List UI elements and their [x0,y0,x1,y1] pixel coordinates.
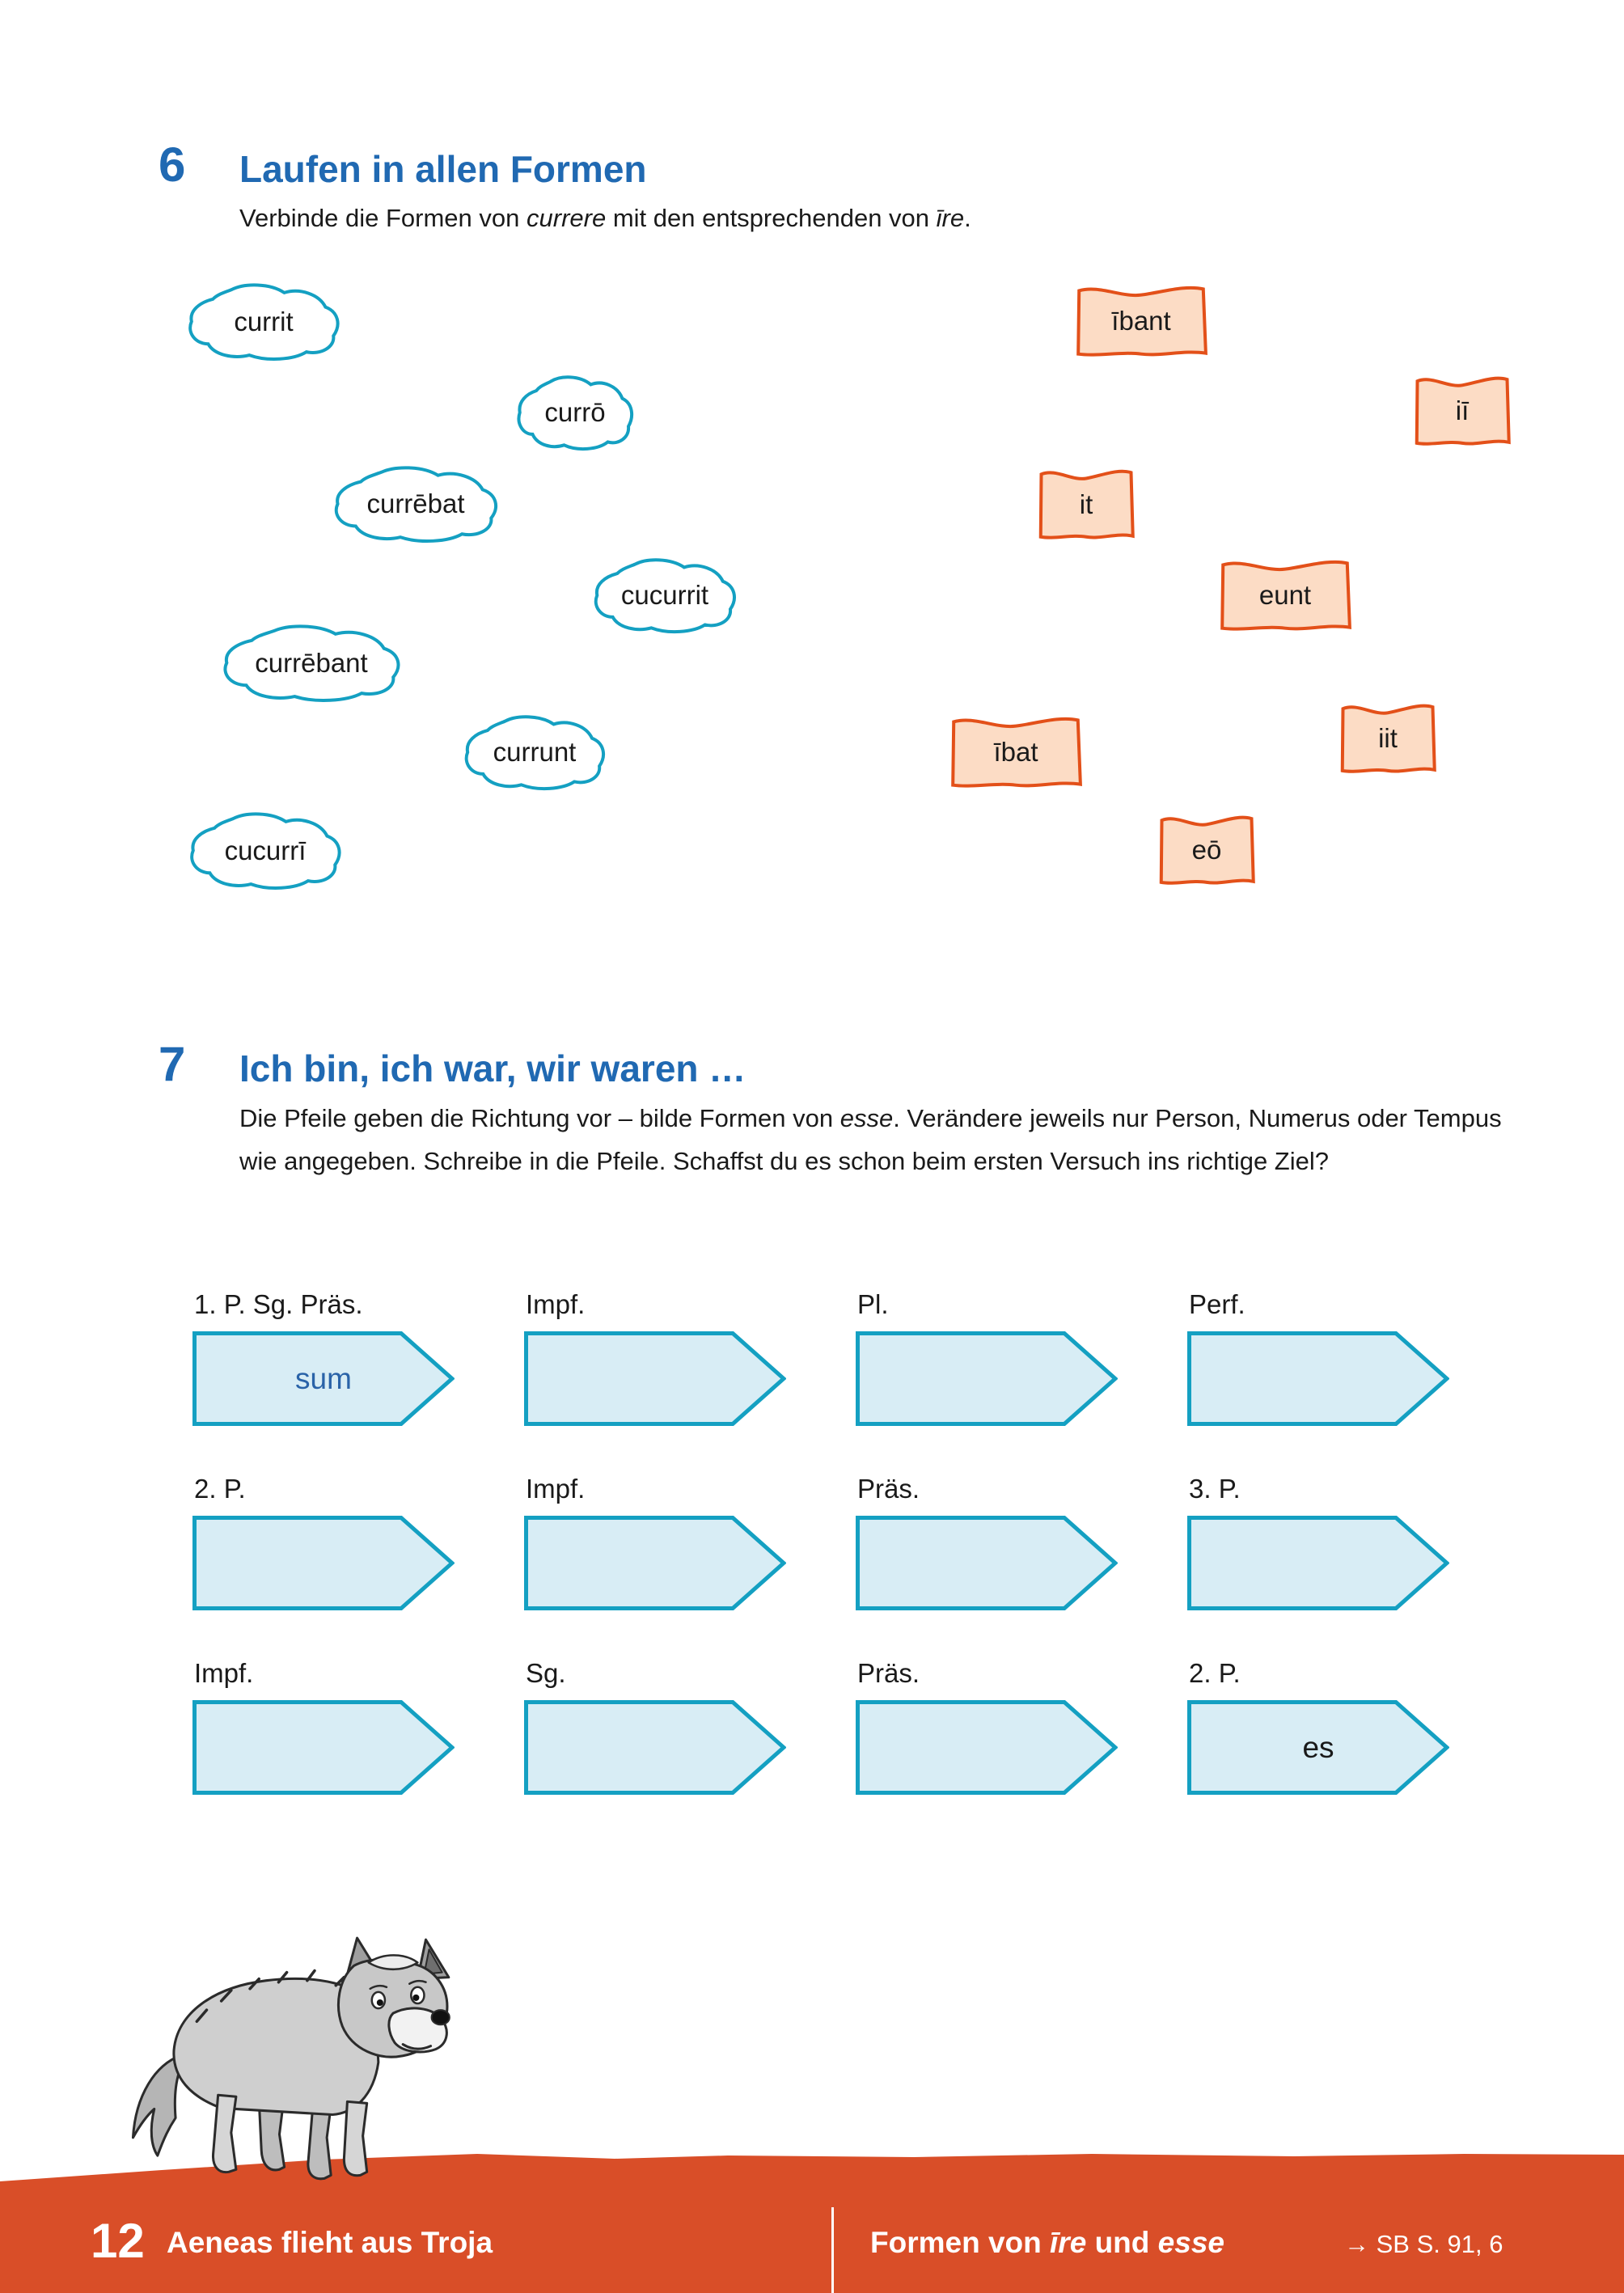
currere-cloud[interactable] [330,464,501,544]
instruction-term-ire: īre [936,204,965,232]
arrow-answer[interactable] [524,1331,786,1426]
ire-form-label: iit [1378,723,1398,753]
arrow-label: 1. P. Sg. Präs. [194,1289,363,1319]
footer-topic [870,2226,1224,2260]
ire-box[interactable] [1339,700,1436,776]
exercise7-title: Ich bin, ich war, wir waren … [239,1047,746,1089]
instruction-segment: . [964,204,971,232]
exercise7-number: 7 [159,1037,186,1091]
arrow-cell [192,1474,455,1615]
arrow-right-icon: → [1344,2230,1369,2258]
ire-form-label: eunt [1258,580,1312,610]
page-number: 12 [91,2214,145,2268]
instruction-segment: . Verändere jeweils nur Person, Numerus oder Tempus wie angegeben. Schreibe in die Pfeile. Schaffst du es schon beim ersten Versuch ins richtige Ziel? [239,1104,1502,1176]
instruction-segment: mit den entsprechenden von [606,204,937,232]
arrow-cell [192,1289,455,1431]
arrow-answer[interactable] [856,1516,1118,1610]
currere-cloud[interactable] [461,713,608,791]
instruction-term-currere: currere [527,204,607,232]
topic-term-ire: īre [1050,2226,1087,2259]
topic-term-esse: esse [1157,2226,1224,2259]
exercise7-instruction [239,1097,1529,1183]
arrow-answer[interactable]: es [1302,1730,1334,1764]
arrow-label: Präs. [857,1474,920,1504]
arrow-label: Impf. [194,1658,254,1688]
arrow-label: Perf. [1189,1289,1245,1319]
ire-box[interactable] [1074,282,1208,360]
arrow-answer[interactable]: sum [295,1361,352,1395]
exercise6-number: 6 [159,137,186,192]
ire-form-label: it [1079,489,1093,519]
arrow-cell [192,1658,455,1800]
currere-cloud[interactable] [514,374,636,451]
arrow-label: Präs. [857,1658,920,1688]
currere-cloud[interactable] [186,810,345,891]
arrow-answer[interactable] [856,1700,1118,1795]
topic-segment: Formen von [870,2226,1051,2259]
arrow-cell [524,1474,786,1615]
ire-box[interactable] [1414,373,1511,449]
arrow-answer[interactable] [1187,1516,1449,1610]
arrow-answer[interactable] [192,1700,455,1795]
ire-form-label: eō [1191,835,1222,865]
arrow-cell [856,1289,1118,1431]
textbook-reference[interactable] [1344,2230,1503,2259]
arrow-answer[interactable] [524,1700,786,1795]
ire-box[interactable] [1218,556,1352,634]
currere-cloud[interactable] [590,556,739,634]
wolf-illustration [99,1889,463,2190]
arrow-cell [1187,1289,1449,1431]
currere-form-label: cucurrī [224,835,307,865]
arrow-label: Impf. [526,1474,586,1504]
reference-label: SB S. 91, 6 [1376,2230,1503,2258]
currere-form-label: currēbant [255,647,368,678]
arrow-label: Sg. [526,1658,566,1688]
currere-form-label: currō [544,397,606,427]
currere-form-label: currunt [493,737,577,767]
currere-form-label: currēbat [366,489,465,518]
arrow-cell [856,1474,1118,1615]
arrow-answer[interactable] [524,1516,786,1610]
arrow-answer[interactable] [856,1331,1118,1426]
arrow-cell [1187,1658,1449,1800]
ire-form-label: ībat [993,737,1038,767]
arrow-answer[interactable] [1187,1331,1449,1426]
currere-form-label: cucurrit [620,580,709,610]
arrow-cell [856,1658,1118,1800]
instruction-term-esse: esse [839,1104,894,1132]
arrow-cell [1187,1474,1449,1615]
instruction-segment: Verbinde die Formen von [239,204,527,232]
arrow-cell [524,1289,786,1431]
arrow-label: 3. P. [1189,1474,1241,1504]
footer-divider [831,2207,834,2293]
currere-form-label: currit [234,306,294,336]
chapter-title: Aeneas flieht aus Troja [167,2226,493,2259]
arrow-answer[interactable] [192,1516,455,1610]
arrow-label: Impf. [526,1289,586,1319]
ire-box[interactable] [1158,812,1255,888]
instruction-segment: Die Pfeile geben die Richtung vor – bilde Formen von [239,1104,840,1132]
ire-box[interactable] [1038,466,1135,543]
topic-segment: und [1086,2226,1158,2259]
arrow-cell [524,1658,786,1800]
ire-box[interactable] [949,713,1083,791]
currere-cloud[interactable] [218,623,404,703]
arrow-label: 2. P. [1189,1658,1241,1688]
exercise6-title: Laufen in allen Formen [239,148,647,190]
ire-form-label: iī [1455,396,1470,425]
exercise6-instruction [239,197,1453,239]
currere-cloud[interactable] [184,281,343,362]
arrow-label: Pl. [857,1289,889,1319]
ire-form-label: ībant [1111,306,1171,336]
arrow-label: 2. P. [194,1474,246,1504]
